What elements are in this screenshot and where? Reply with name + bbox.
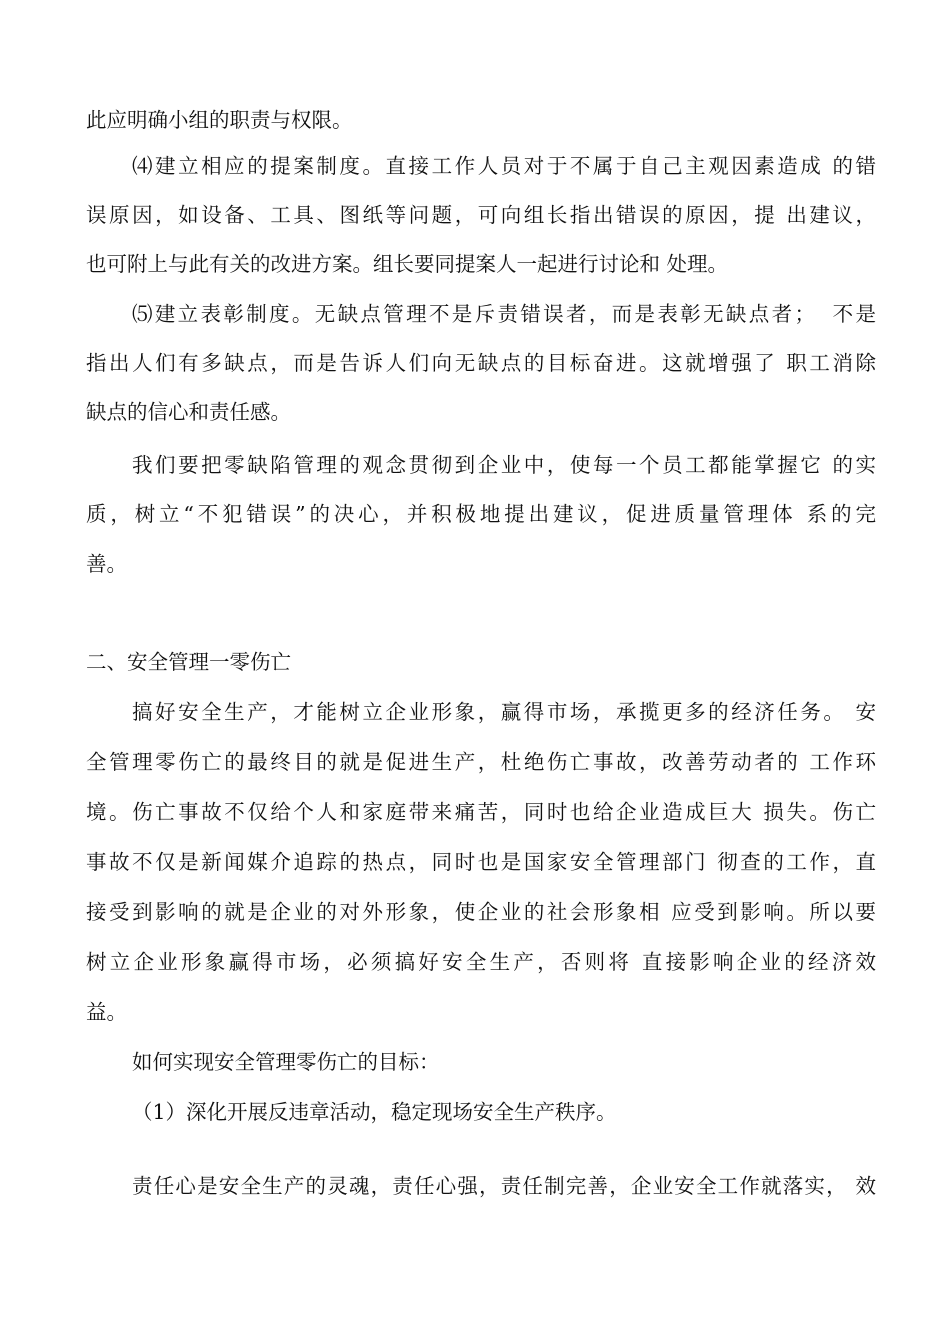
text-line: 指出人们有多缺点，而是告诉人们向无缺点的目标奋进。这就增强了 职工消除 (86, 351, 876, 375)
text-line: 全管理零伤亡的最终目的就是促进生产，杜绝伤亡事故，改善劳动者的 工作环 (86, 750, 876, 774)
list-item: （1）深化开展反违章活动，稳定现场安全生产秩序。 (132, 1100, 617, 1124)
text-line: 搞好安全生产，才能树立企业形象，赢得市场，承揽更多的经济任务。 安 (132, 700, 876, 724)
text-line: ⑸建立表彰制度。无缺点管理不是斥责错误者，而是表彰无缺点者； 不是 (132, 302, 876, 326)
text-line: 也可附上与此有关的改进方案。组长要同提案人一起进行讨论和 处理。 (86, 252, 729, 276)
text-line: 责任心是安全生产的灵魂，责任心强，责任制完善，企业安全工作就落实， 效 (132, 1174, 876, 1198)
text-line: 误原因，如设备、工具、图纸等问题，可向组长指出错误的原因，提 出建议， (86, 203, 876, 227)
text-line: 益。 (86, 1000, 127, 1024)
text-line: 接受到影响的就是企业的对外形象，使企业的社会形象相 应受到影响。所以要 (86, 900, 876, 924)
text-line: 事故不仅是新闻媒介追踪的热点，同时也是国家安全管理部门 彻查的工作，直 (86, 850, 876, 874)
text-line: 如何实现安全管理零伤亡的目标： (132, 1050, 440, 1074)
text-line: 树立企业形象赢得市场，必须搞好安全生产，否则将 直接影响企业的经济效 (86, 950, 876, 974)
section-heading: 二、安全管理一零伤亡 (86, 650, 291, 674)
text-line: 我们要把零缺陷管理的观念贯彻到企业中，使每一个员工都能掌握它 的实 (132, 453, 876, 477)
text-line: 缺点的信心和责任感。 (86, 400, 291, 424)
text-line: 境。伤亡事故不仅给个人和家庭带来痛苦，同时也给企业造成巨大 损失。伤亡 (86, 800, 876, 824)
text-line: 善。 (86, 552, 127, 576)
text-line: 质，树立“不犯错误”的决心，并积极地提出建议，促进质量管理体 系的完 (86, 502, 876, 526)
text-line: ⑷建立相应的提案制度。直接工作人员对于不属于自己主观因素造成 的错 (132, 154, 876, 178)
text-line: 此应明确小组的职责与权限。 (86, 108, 353, 132)
